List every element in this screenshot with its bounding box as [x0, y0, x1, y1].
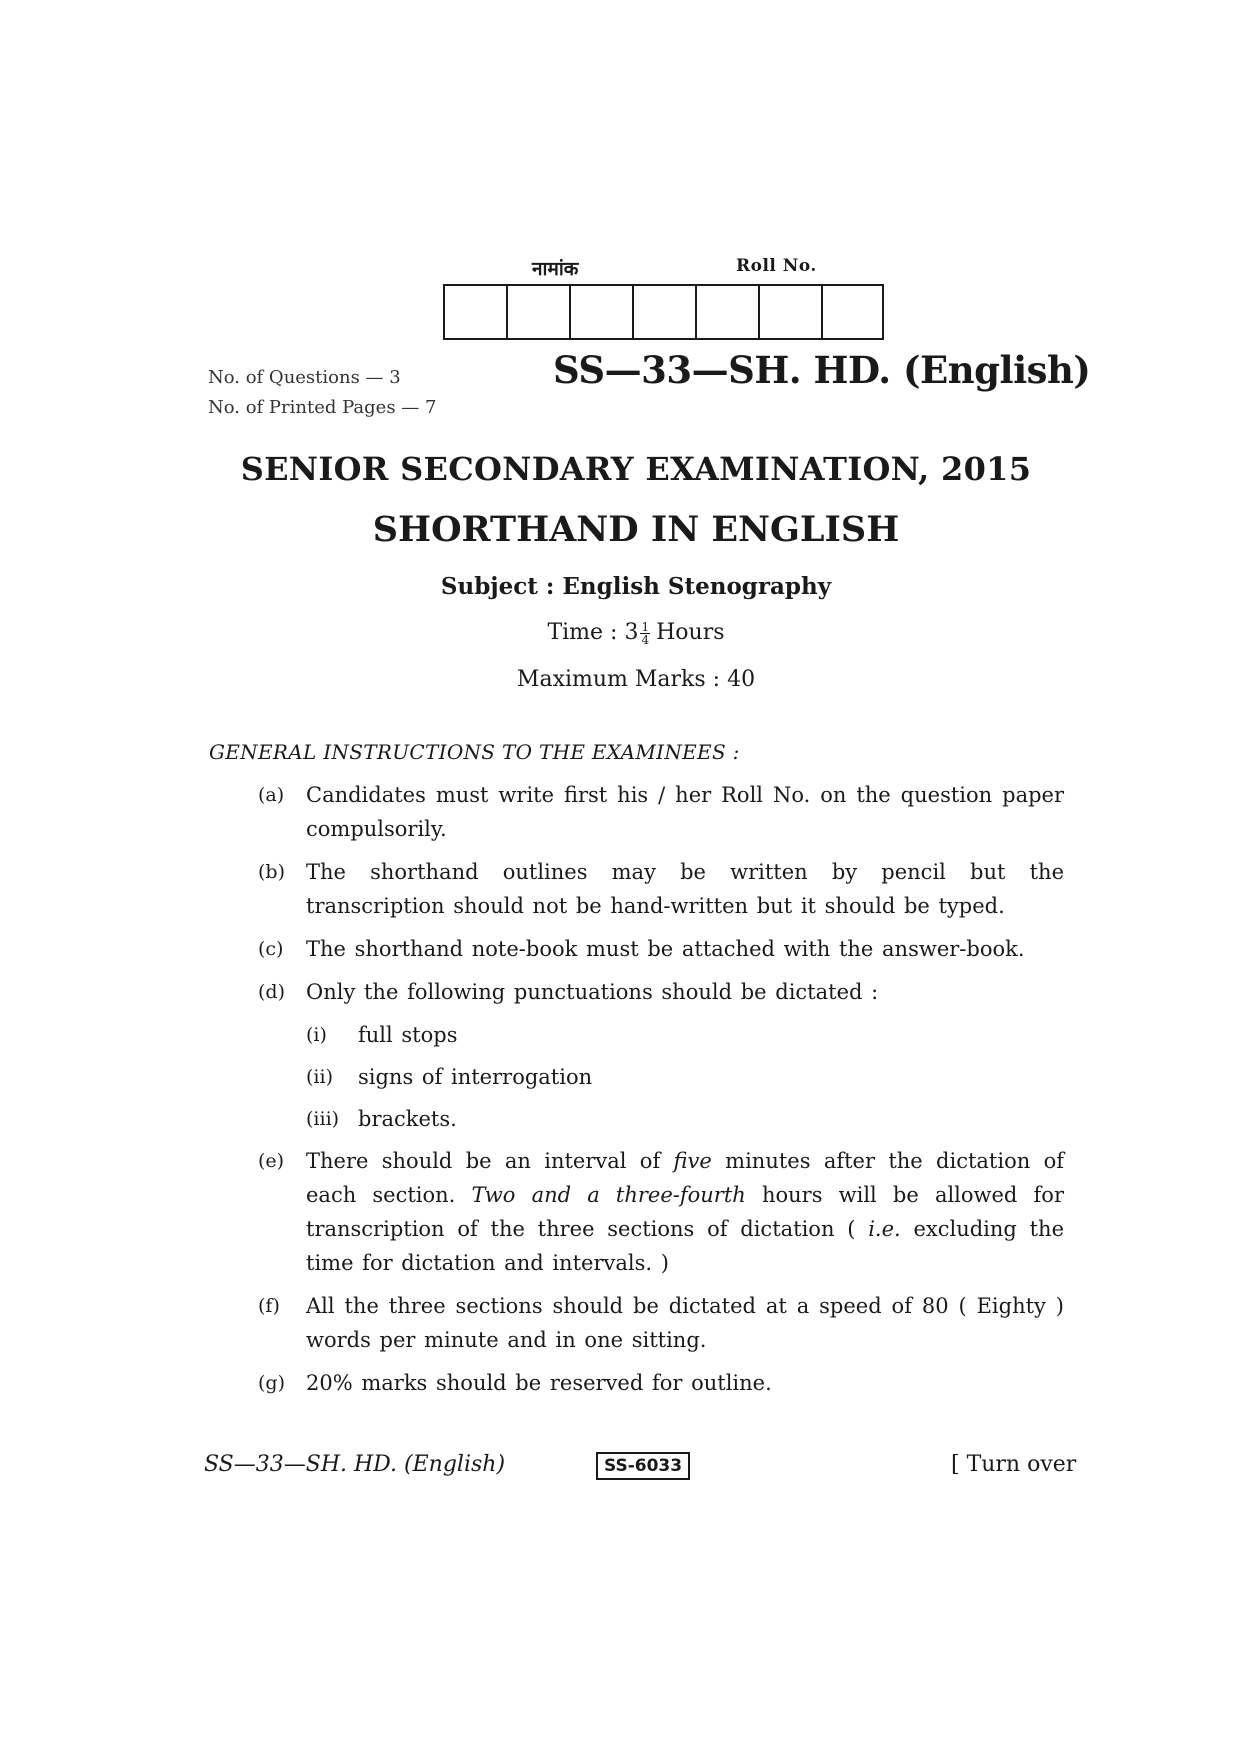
item-text: 20% marks should be reserved for outline. — [306, 1371, 772, 1395]
text-run: hours will be allowed for transcription of the three sections of dictation ( — [306, 1183, 1064, 1241]
roll-box — [445, 286, 508, 338]
sub-item-label: (iii) — [306, 1108, 340, 1130]
roll-box — [634, 286, 697, 338]
item-text: Candidates must write first his / her Roll No. on the question paper compulsorily. — [306, 783, 1064, 841]
exam-title: SENIOR SECONDARY EXAMINATION, 2015 — [240, 450, 1032, 488]
item-label: (b) — [258, 861, 285, 883]
item-label: (g) — [258, 1372, 285, 1394]
time-fraction — [640, 621, 650, 646]
sub-item-text: signs of interrogation — [358, 1065, 593, 1089]
item-label: (f) — [258, 1295, 280, 1317]
roll-box — [697, 286, 760, 338]
instruction-d — [258, 975, 1064, 1009]
instruction-g — [258, 1366, 1064, 1400]
item-label: (d) — [258, 981, 285, 1003]
instruction-d-iii — [306, 1102, 1064, 1136]
footer-paper-code: SS—33—SH. HD. (English) — [204, 1452, 506, 1477]
instructions-list — [258, 778, 1064, 1409]
no-of-questions: No. of Questions — 3 — [208, 367, 401, 388]
item-label: (e) — [258, 1150, 285, 1172]
subject-title: SHORTHAND IN ENGLISH — [372, 509, 900, 550]
paper-code: SS—33—SH. HD. (English) — [553, 348, 1091, 392]
item-text: Only the following punctuations should be dictated : — [306, 980, 879, 1004]
text-run: There should be an interval of — [306, 1149, 674, 1173]
sub-item-label: (ii) — [306, 1066, 333, 1088]
item-label: (c) — [258, 938, 284, 960]
roll-box — [823, 286, 882, 338]
footer-code-box: SS-6033 — [596, 1452, 690, 1480]
instruction-b — [258, 855, 1064, 923]
item-text: The shorthand note-book must be attached with the answer-book. — [306, 937, 1025, 961]
text-run: minutes after the dictation of each section. — [306, 1149, 1064, 1207]
time-line — [0, 620, 1240, 646]
instruction-d-i — [306, 1018, 1064, 1052]
item-text: The shorthand outlines may be written by pencil but the transcription should not be hand-written but it should be typed. — [306, 860, 1064, 918]
fraction-numerator: 1 — [641, 619, 650, 634]
instruction-f — [258, 1289, 1064, 1357]
roll-box — [508, 286, 571, 338]
sub-item-text: brackets. — [358, 1107, 457, 1131]
item-label: (a) — [258, 784, 285, 806]
text-run: excluding the time for dictation and intervals. ) — [306, 1217, 1064, 1275]
fraction-denominator: 4 — [641, 632, 650, 647]
item-text: All the three sections should be dictated at a speed of 80 ( Eighty ) words per minute and in one sitting. — [306, 1294, 1064, 1352]
sub-item-label: (i) — [306, 1024, 327, 1046]
maximum-marks: Maximum Marks : 40 — [516, 667, 756, 692]
instruction-c — [258, 932, 1064, 966]
instruction-a — [258, 778, 1064, 846]
roll-box — [571, 286, 634, 338]
subject-line: Subject : English Stenography — [440, 573, 832, 600]
text-run-italic: Two and a three-fourth — [471, 1183, 746, 1207]
text-run-italic: five — [673, 1149, 712, 1173]
sub-item-text: full stops — [358, 1023, 458, 1047]
text-run-italic: i.e. — [868, 1217, 901, 1241]
instructions-heading: GENERAL INSTRUCTIONS TO THE EXAMINEES : — [209, 740, 740, 764]
roll-box — [760, 286, 823, 338]
no-of-printed-pages: No. of Printed Pages — 7 — [208, 397, 437, 418]
time-suffix: Hours — [656, 620, 725, 645]
turn-over-label: [ Turn over — [951, 1452, 1077, 1477]
roll-label: Roll No. — [736, 256, 817, 276]
instruction-d-ii — [306, 1060, 1064, 1094]
item-text — [306, 1144, 1064, 1280]
instruction-e — [258, 1144, 1064, 1280]
roll-label-hindi: नामांक — [532, 258, 579, 280]
time-prefix: Time : 3 — [547, 620, 639, 645]
roll-number-boxes — [443, 284, 884, 340]
